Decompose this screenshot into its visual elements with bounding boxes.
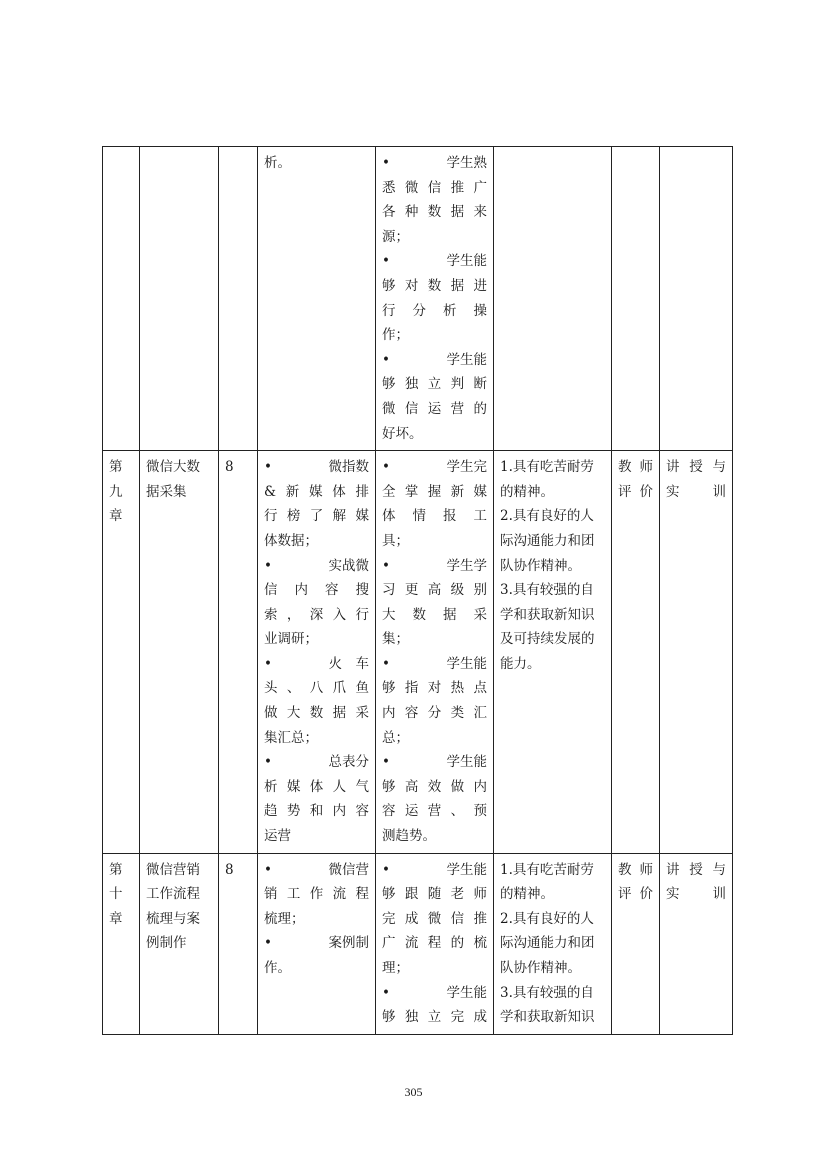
cell-line: 第	[109, 861, 123, 878]
cell-line: 的精神。	[500, 483, 554, 500]
cell-line: 实训	[666, 483, 726, 500]
bullet-text: 学生能	[446, 253, 487, 270]
bullet-text: 学生能	[446, 754, 487, 771]
cell-line: 作。	[264, 960, 291, 976]
cell-line: 析。	[264, 155, 291, 171]
chapter-name-cell	[140, 853, 219, 1034]
cell-line: 够指对热点	[382, 680, 487, 697]
cell-text: 8	[225, 861, 234, 878]
bullet-item	[382, 455, 487, 480]
cell-line: 工作流程	[146, 886, 200, 903]
content-cell	[258, 853, 376, 1034]
cell-line: 际沟通能力和团	[500, 532, 595, 549]
bullet-dot: •	[382, 155, 390, 171]
bullet-text: 学生能	[446, 984, 487, 1001]
bullet-text: 学生能	[446, 655, 487, 672]
literacy-cell	[494, 451, 612, 854]
cell-line: 析媒体人气	[264, 778, 369, 795]
cell-line: 学和获取新知识	[500, 606, 595, 623]
bullet-dot: •	[264, 861, 272, 878]
bullet-text: 微指数	[328, 459, 369, 476]
cell-line: 梳理与案	[146, 910, 200, 927]
cell-line: 总；	[382, 729, 409, 746]
cell-line: 销工作流程	[264, 886, 369, 903]
bullet-dot: •	[264, 655, 272, 672]
cell-line: 作；	[382, 327, 409, 344]
objectives-cell	[376, 147, 494, 451]
bullet-item	[382, 554, 487, 579]
cell-line: &新媒体排	[264, 483, 369, 500]
cell-line: 广流程的梳	[382, 935, 487, 952]
page-number: 305	[404, 1085, 423, 1099]
cell-line: 够高效做内	[382, 778, 487, 795]
cell-line: 的精神。	[500, 886, 554, 903]
bullet-item	[264, 858, 369, 883]
content-cell	[258, 451, 376, 854]
bullet-dot: •	[382, 253, 390, 270]
cell-line: 行分析操	[382, 302, 487, 319]
cell-line: 完成微信推	[382, 910, 487, 927]
cell-line: 理；	[382, 960, 409, 976]
cell-line: 习更高级别	[382, 582, 487, 599]
hours-cell	[219, 147, 258, 451]
cell-line: 评价	[618, 483, 653, 500]
cell-line: 具；	[382, 532, 409, 549]
cell-line: 队协作精神。	[500, 960, 581, 976]
teaching-method-cell	[660, 147, 733, 451]
cell-line: 行榜了解媒	[264, 508, 369, 525]
assessment-cell	[612, 853, 660, 1034]
cell-line: 够对数据进	[382, 277, 487, 294]
bullet-text: 案例制	[328, 935, 369, 952]
bullet-item	[264, 750, 369, 775]
table-row	[103, 147, 733, 451]
bullet-item	[382, 249, 487, 274]
cell-line: 全掌握新媒	[382, 483, 487, 500]
bullet-item	[382, 348, 487, 373]
chapter-cell	[103, 853, 140, 1034]
hours-cell	[219, 451, 258, 854]
cell-line: 体数据；	[264, 532, 318, 549]
cell-line: 队协作精神。	[500, 557, 581, 574]
content-cell	[258, 147, 376, 451]
bullet-item	[264, 455, 369, 480]
literacy-cell	[494, 853, 612, 1034]
cell-line: 梳理；	[264, 910, 305, 927]
cell-line: 好坏。	[382, 425, 423, 442]
cell-line: 体情报工	[382, 508, 487, 525]
cell-line: 教师	[618, 459, 653, 476]
teaching-method-cell	[660, 853, 733, 1034]
cell-line: 学和获取新知识	[500, 1009, 595, 1026]
cell-line: 头、八爪鱼	[264, 680, 369, 697]
bullet-dot: •	[382, 984, 390, 1001]
bullet-dot: •	[382, 655, 390, 672]
cell-line: 运营	[264, 828, 291, 845]
bullet-item	[382, 981, 487, 1006]
cell-line: 及可持续发展的	[500, 631, 595, 648]
bullet-dot: •	[382, 861, 390, 878]
cell-line: 业调研；	[264, 631, 318, 648]
bullet-dot: •	[264, 557, 272, 574]
cell-line: 第	[109, 459, 123, 476]
cell-line: 微信大数	[146, 459, 200, 476]
cell-line: 容运营、预	[382, 803, 487, 820]
cell-line: 悉微信推广	[382, 179, 487, 196]
bullet-dot: •	[382, 459, 390, 476]
course-syllabus-table	[102, 146, 733, 1035]
cell-line: 际沟通能力和团	[500, 935, 595, 952]
cell-text: 8	[225, 459, 234, 476]
cell-line: 评价	[618, 886, 653, 903]
cell-line: 九	[109, 483, 123, 500]
cell-line: 微信营销	[146, 861, 200, 878]
cell-line: 集；	[382, 631, 409, 648]
cell-line: 够独立完成	[382, 1009, 487, 1026]
chapter-cell	[103, 147, 140, 451]
teaching-method-cell	[660, 451, 733, 854]
cell-line: 信内容搜	[264, 582, 369, 599]
bullet-item	[382, 151, 487, 176]
cell-line: 1.具有吃苦耐劳	[500, 459, 594, 476]
cell-line: 教师	[618, 861, 653, 878]
cell-line: 各种数据来	[382, 204, 487, 221]
cell-line: 讲授与	[666, 459, 726, 476]
cell-line: 能力。	[500, 655, 541, 672]
bullet-text: 学生熟	[446, 155, 487, 171]
bullet-item	[382, 652, 487, 677]
cell-line: 据采集	[146, 483, 187, 500]
bullet-dot: •	[264, 935, 272, 952]
bullet-item	[382, 858, 487, 883]
bullet-dot: •	[264, 459, 272, 476]
bullet-text: 实战微	[328, 557, 369, 574]
cell-line: 1.具有吃苦耐劳	[500, 861, 594, 878]
table-row	[103, 853, 733, 1034]
cell-line: 够独立判断	[382, 376, 487, 393]
cell-line: 实训	[666, 886, 726, 903]
bullet-item	[382, 750, 487, 775]
cell-line: 测趋势。	[382, 828, 436, 845]
cell-line: 2.具有良好的人	[500, 508, 594, 525]
cell-line: 集汇总；	[264, 729, 318, 746]
table-row	[103, 451, 733, 854]
cell-line: 2.具有良好的人	[500, 910, 594, 927]
bullet-dot: •	[264, 754, 272, 771]
cell-line: 例制作	[146, 935, 187, 952]
table-body	[103, 147, 733, 1035]
bullet-text: 学生能	[446, 351, 487, 368]
bullet-item	[264, 554, 369, 579]
bullet-text: 学生完	[446, 459, 487, 476]
cell-line: 3.具有较强的自	[500, 582, 594, 599]
chapter-name-cell	[140, 147, 219, 451]
hours-cell	[219, 853, 258, 1034]
cell-line: 十	[109, 886, 123, 903]
cell-line: 索，深入行	[264, 606, 369, 623]
cell-line: 微信运营的	[382, 400, 487, 417]
bullet-text: 微信营	[328, 861, 369, 878]
cell-line: 讲授与	[666, 861, 726, 878]
cell-line: 3.具有较强的自	[500, 984, 594, 1001]
cell-line: 章	[109, 508, 123, 525]
cell-line: 源；	[382, 228, 409, 245]
cell-line: 够跟随老师	[382, 886, 487, 903]
bullet-item	[264, 652, 369, 677]
cell-line: 趋势和内容	[264, 803, 369, 820]
bullet-text: 总表分	[328, 754, 369, 771]
cell-line: 做大数据采	[264, 705, 369, 722]
bullet-dot: •	[382, 351, 390, 368]
cell-line: 大数据采	[382, 606, 487, 623]
bullet-text: 学生学	[446, 557, 487, 574]
bullet-dot: •	[382, 754, 390, 771]
cell-line: 内容分类汇	[382, 705, 487, 722]
chapter-name-cell	[140, 451, 219, 854]
bullet-text: 火 车	[328, 655, 369, 672]
assessment-cell	[612, 451, 660, 854]
bullet-item	[264, 931, 369, 956]
chapter-cell	[103, 451, 140, 854]
objectives-cell	[376, 853, 494, 1034]
bullet-text: 学生能	[446, 861, 487, 878]
bullet-dot: •	[382, 557, 390, 574]
cell-line: 章	[109, 910, 123, 927]
literacy-cell	[494, 147, 612, 451]
objectives-cell	[376, 451, 494, 854]
assessment-cell	[612, 147, 660, 451]
